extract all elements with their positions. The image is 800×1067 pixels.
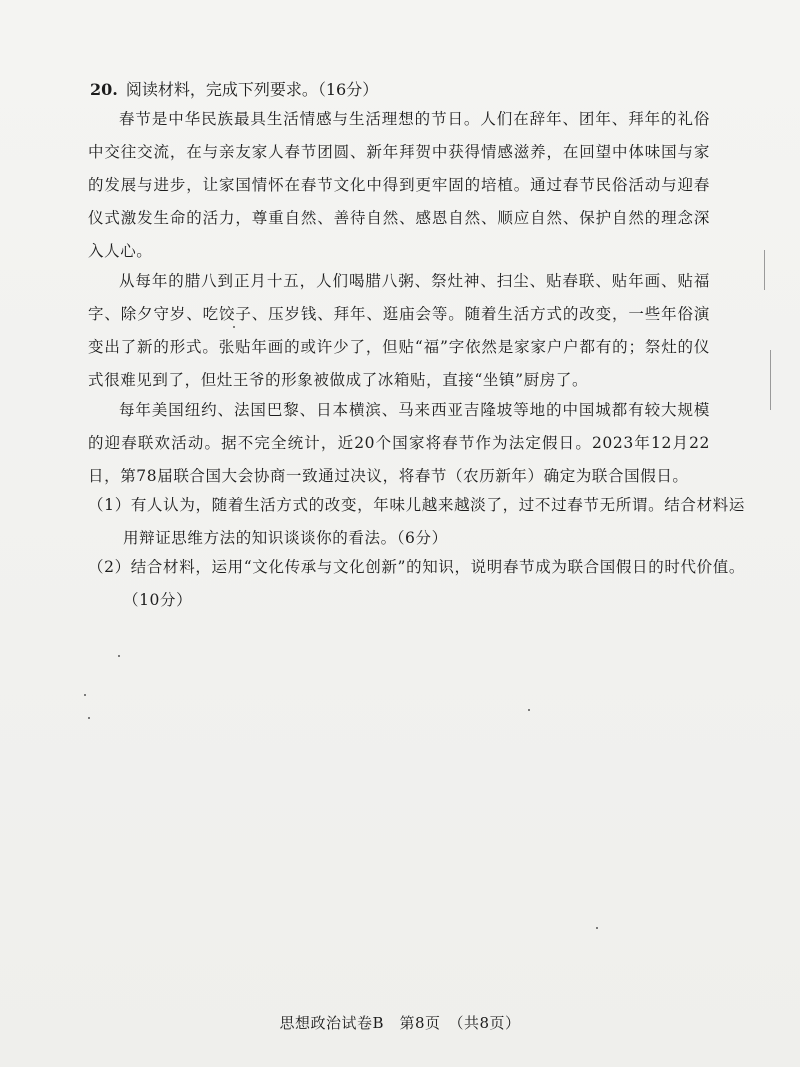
scan-speck — [233, 326, 235, 328]
subquestion-1: （1）有人认为，随着生活方式的改变，年味儿越来越淡了，过不过春节无所谓。结合材料运用辩证思维方法的知识谈谈你的看法。（6分） — [88, 496, 745, 547]
material-paragraph-2: 从每年的腊八到正月十五，人们喝腊八粥、祭灶神、扫尘、贴春联、贴年画、贴福字、除夕守岁、吃饺子、压岁钱、拜年、逛庙会等。随着生活方式的改变，一些年俗演变出了新的形式。张贴年画的或许少了，但贴“福”字依然是家家户户都有的；祭灶的仪式很难见到了，但灶王爷的形象被做成了冰箱贴，直接“坐镇”厨房了。 — [88, 272, 710, 389]
scan-speck — [528, 709, 530, 711]
page-footer: 思想政治试卷B 第8页 （共8页） — [279, 1014, 521, 1032]
scan-speck — [84, 694, 86, 696]
question-instruction: 阅读材料，完成下列要求。（16分） — [125, 80, 379, 99]
question-header — [90, 80, 378, 100]
scan-edge-mark — [764, 250, 765, 290]
scan-edge-mark — [770, 350, 771, 410]
scan-speck — [118, 655, 120, 657]
material-paragraph-1: 春节是中华民族最具生活情感与生活理想的节日。人们在辞年、团年、拜年的礼俗中交往交流，在与亲友家人春节团圆、新年拜贺中获得情感滋养，在回望中体味国与家的发展与进步，让家国情怀在春节文化中得到更牢固的培植。通过春节民俗活动与迎春仪式激发生命的活力，尊重自然、善待自然、感恩自然、顺应自然、保护自然的理念深入人心。 — [88, 110, 710, 260]
scan-speck — [596, 927, 598, 929]
question-number: 20. — [90, 80, 118, 99]
scan-speck — [88, 717, 90, 719]
subquestion-2: （2）结合材料，运用“文化传承与文化创新”的知识，说明春节成为联合国假日的时代价值。（10分） — [88, 558, 745, 609]
material-paragraph-3: 每年美国纽约、法国巴黎、日本横滨、马来西亚吉隆坡等地的中国城都有较大规模的迎春联欢活动。据不完全统计，近20个国家将春节作为法定假日。2023年12月22日，第78届联合国大会协商一致通过决议，将春节（农历新年）确定为联合国假日。 — [88, 401, 710, 485]
